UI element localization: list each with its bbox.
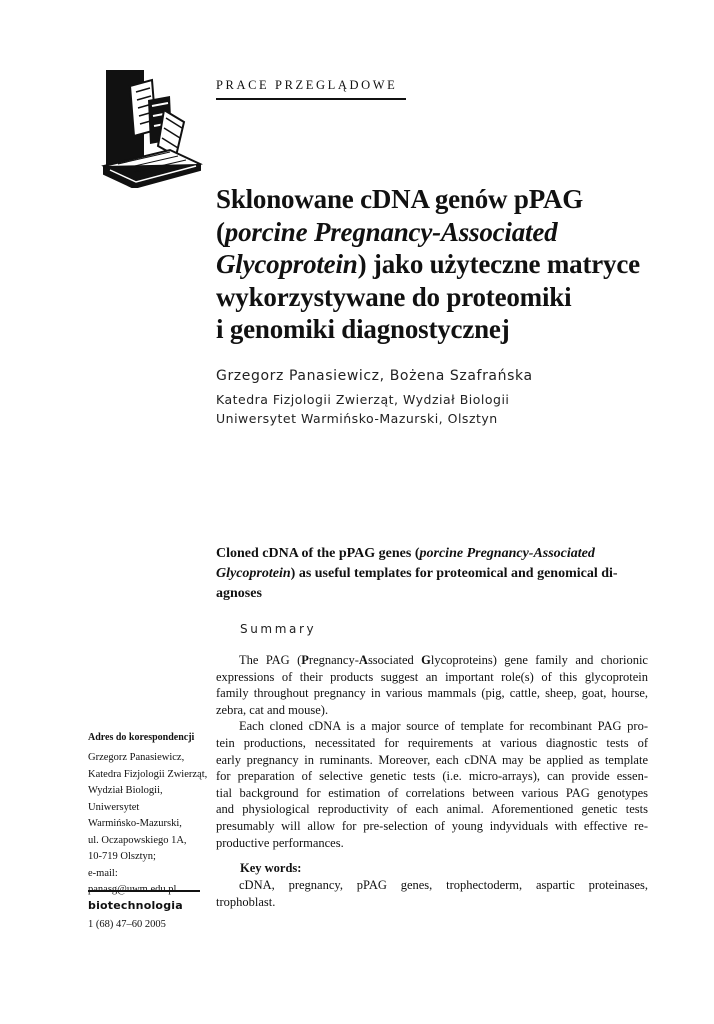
abstract-line: and physiological reproductivity of each animal. Aforementioned genetic tests (216, 802, 648, 817)
abstract-line: for preparation of selective genetic tests (i.e. micro-arrays), can provide essen- (216, 769, 648, 784)
title-line: (porcine Pregnancy-Associated (216, 216, 558, 247)
keywords-text (216, 877, 648, 910)
keywords-line: cDNA, pregnancy, pPAG genes, trophectoderm, aspartic proteinases, (239, 878, 648, 892)
address-line: e-mail: (88, 867, 118, 879)
journal-rule (88, 890, 200, 892)
section-rule (216, 98, 406, 100)
english-title-line: Glycoprotein) as useful templates for proteomical and genomical di- (216, 566, 618, 581)
article-title (216, 183, 686, 346)
journal-issue: 1 (68) 47–60 2005 (88, 919, 166, 930)
abstract-line: early pregnancy in ruminants. Moreover, each cDNA may be applied as template (216, 752, 648, 767)
keywords-line: trophoblast. (216, 894, 276, 909)
authors: Grzegorz Panasiewicz, Bożena Szafrańska (216, 368, 533, 384)
address-line: ul. Oczapowskiego 1A, (88, 834, 187, 846)
address-line: Warmińsko-Mazurski, (88, 818, 182, 829)
title-line: Sklonowane cDNA genów pPAG (216, 184, 584, 214)
address-line: Wydział Biologii, (88, 785, 163, 796)
affiliation-line: Uniwersytet Warmińsko-Mazurski, Olsztyn (216, 411, 498, 426)
title-line: i genomiki diagnostycznej (216, 314, 510, 344)
section-label: PRACE PRZEGLĄDOWE (216, 78, 398, 92)
abstract-line: presumably will allow for pre-selection of young indyviduals with effective re- (216, 818, 648, 833)
english-title (216, 544, 648, 604)
address-line: Katedra Fizjologii Zwierząt, (88, 768, 208, 780)
abstract-line: productive performances. (216, 835, 344, 850)
correspondence-address (88, 750, 207, 899)
abstract-line: family throughout pregnancy in various mammals (pig, cattle, sheep, goat, hourse, (216, 686, 648, 701)
abstract-line: expressions of their products suggest an important role(s) of this glycoprotein (216, 669, 648, 684)
books-on-book-icon (100, 70, 204, 188)
abstract-line: tein productions, necessitated for requirements at various diagnostic tests of (216, 735, 648, 750)
journal-name: biotechnologia (88, 899, 183, 912)
keywords-heading: Key words: (240, 861, 302, 875)
abstract-line: zebra, cat and mouse). (216, 702, 329, 717)
english-title-line: Cloned cDNA of the pPAG genes (porcine Pregnancy-Associated (216, 546, 595, 561)
address-line: 10-719 Olsztyn; (88, 851, 156, 862)
summary-heading: Summary (240, 622, 317, 636)
affiliation-line: Katedra Fizjologii Zwierząt, Wydział Biologii (216, 392, 510, 407)
abstract-line: Each cloned cDNA is a major source of template for recombinant PAG pro- (239, 719, 648, 734)
english-title-line: agnoses (216, 586, 262, 601)
abstract-line: The PAG (Pregnancy-Associated Glycoproteins) gene family and chorionic (239, 653, 648, 667)
address-line: Uniwersytet (88, 801, 140, 813)
correspondence-heading: Adres do korespondencji (88, 732, 195, 743)
title-line: wykorzystywane do proteomiki (216, 281, 572, 312)
abstract (216, 652, 648, 851)
title-line: Glycoprotein) jako użyteczne matryce (216, 249, 640, 279)
abstract-line: tial background for estimation of correlations between various PAG genotypes (216, 785, 648, 800)
address-line: Grzegorz Panasiewicz, (88, 752, 185, 763)
